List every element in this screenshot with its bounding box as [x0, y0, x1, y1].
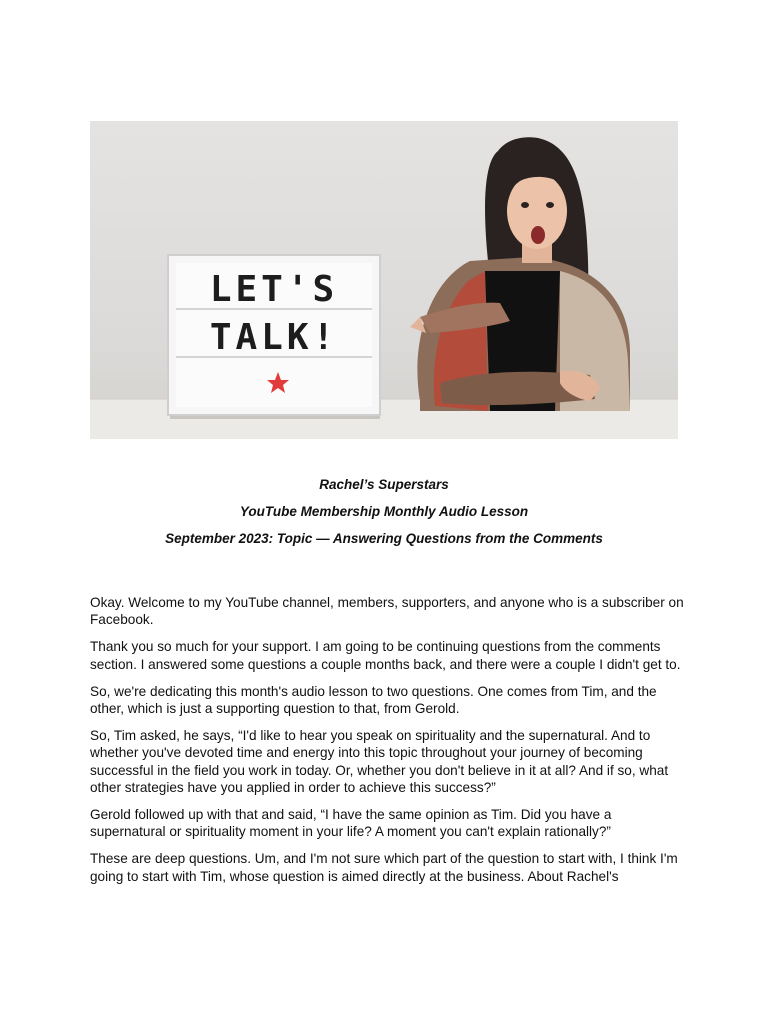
paragraph: Gerold followed up with that and said, “I have the same opinion as Tim. Did you have a supernatural or spirituality moment in your life? A moment you can't explain rationally?” — [90, 807, 612, 840]
hero-image — [90, 121, 678, 439]
paragraph: So, Tim asked, he says, “I'd like to hear you speak on spirituality and the supernatural. And to whether you've devoted time and energy into this topic throughout your journey of becoming successful in the field you work in today. Or, whether you don't believe in it at all? And if so, what other strategies have you applied in order to achieve this success?” — [90, 728, 669, 795]
heading-title: Rachel’s Superstars — [319, 477, 449, 492]
heading-subtitle: YouTube Membership Monthly Audio Lesson — [239, 504, 529, 519]
paragraph: Thank you so much for your support. I am going to be continuing questions from the comments section. I answered some questions a couple months back, and there were a couple I didn't get to. — [90, 639, 681, 672]
paragraph: So, we're dedicating this month's audio lesson to two questions. One comes from Tim, and the other, which is just a supporting question to that, from Gerold. — [90, 683, 657, 717]
paragraph: These are deep questions. Um, and I'm not sure which part of the question to start with, I think I'm going to start with Tim, whose question is aimed directly at the business. About Rachel's — [90, 851, 678, 884]
paragraph: Okay. Welcome to my YouTube channel, members, supporters, and anyone who is a subscriber on Facebook. — [90, 595, 684, 628]
lightbox-line2: TALK! — [209, 317, 339, 358]
document-body — [90, 594, 690, 895]
document-headings — [0, 476, 768, 557]
lightbox-sign — [168, 255, 380, 415]
woman-figure — [410, 137, 630, 411]
lightbox-line1: LET'S — [209, 269, 339, 310]
heading-topic: September 2023: Topic — Answering Questions from the Comments — [165, 531, 603, 546]
